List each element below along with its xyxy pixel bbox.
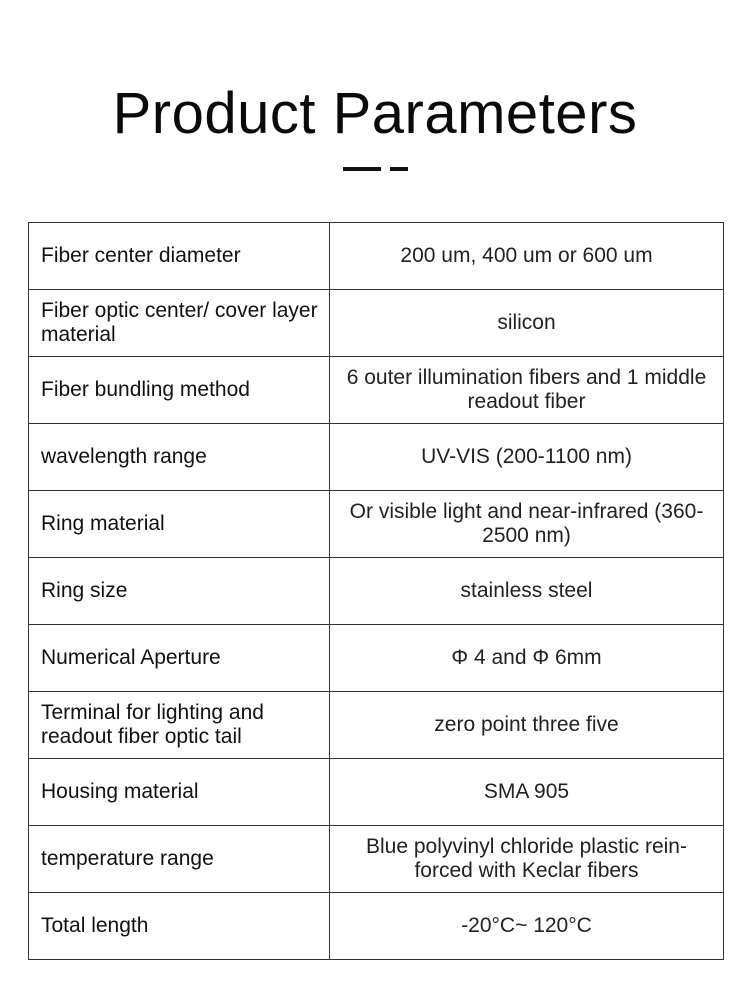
parameter-label: Fiber center diameter [29,223,330,290]
parameters-table [28,222,724,960]
table-row [29,491,724,558]
parameter-label: Housing material [29,759,330,826]
parameter-value: -20°C~ 120°C [330,893,724,960]
parameter-value: 200 um, 400 um or 600 um [330,223,724,290]
title-underline-short [390,167,408,171]
parameter-label: wavelength range [29,424,330,491]
parameter-value: zero point three five [330,692,724,759]
parameter-value: UV-VIS (200-1100 nm) [330,424,724,491]
parameter-label: Fiber bundling method [29,357,330,424]
parameter-label: Total length [29,893,330,960]
parameter-label: Ring size [29,558,330,625]
parameter-value: Blue polyvinyl chloride plastic rein- forced with Keclar fibers [330,826,724,893]
parameter-value: 6 outer illumination fibers and 1 middle readout fiber [330,357,724,424]
parameter-value: Or visible light and near-infrared (360-2500 nm) [330,491,724,558]
parameter-label: Fiber optic center/ cover layer material [29,290,330,357]
table-row [29,357,724,424]
table-row [29,692,724,759]
table-row [29,826,724,893]
table-row [29,558,724,625]
title-underline-long [343,167,381,171]
table-row [29,759,724,826]
table-row [29,290,724,357]
parameter-value: stainless steel [330,558,724,625]
page-title: Product Parameters [112,81,638,146]
parameter-label: Ring material [29,491,330,558]
parameter-label: Numerical Aperture [29,625,330,692]
table-row [29,625,724,692]
parameter-value: silicon [330,290,724,357]
parameter-value: SMA 905 [330,759,724,826]
parameter-label: temperature range [29,826,330,893]
parameter-label: Terminal for lighting and readout fiber optic tail [29,692,330,759]
table-row [29,424,724,491]
table-row [29,223,724,290]
table-row [29,893,724,960]
parameter-value: Φ 4 and Φ 6mm [330,625,724,692]
